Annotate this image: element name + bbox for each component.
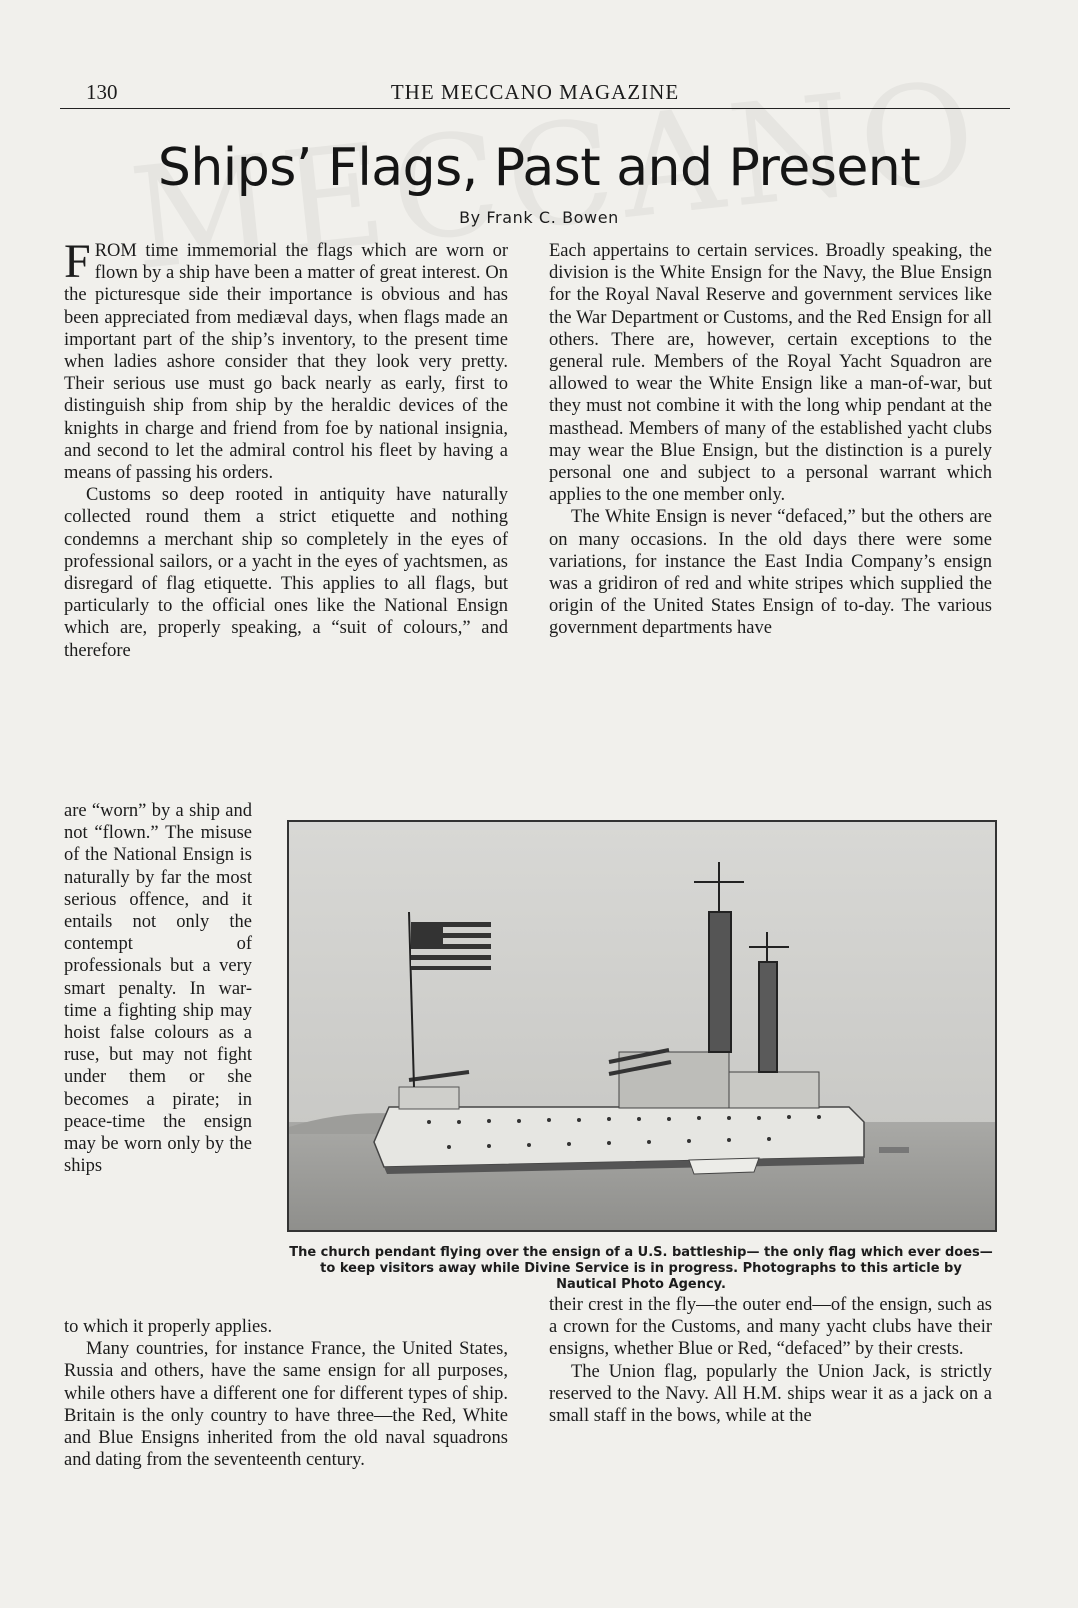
drop-cap: F [64, 235, 91, 288]
battleship-photo [287, 820, 997, 1232]
battleship-illustration [289, 822, 995, 1230]
paragraph-r2: The White Ensign is never “defaced,” but the others are on many occasions. In the old days there were some variations, for instance the East India Company’s ensign was a gridiron of red and white stripes which supplied the origin of the United States Ensign of to-day. The various government departments have [549, 507, 992, 639]
article-byline: By Frank C. Bowen [459, 208, 619, 227]
paragraph-2: Customs so deep rooted in antiquity have naturally collected round them a strict etiquette and nothing condemns a merchant ship so completely in the eyes of professional sailors, or a yacht in the eyes of yachtsmen, as disregard of flag etiquette. This applies to all flags, but particularly to the official ones like the National Ensign which are, properly speaking, a “suit of colours,” and therefore [64, 485, 508, 661]
right-column-upper [549, 240, 992, 640]
flag-icon [411, 922, 491, 970]
paragraph-r3: their crest in the fly—the outer end—of the ensign, such as a crown for the Customs, and many yacht clubs have their ensigns, whether Blue or Red, “defaced” by their crests. [549, 1295, 992, 1360]
paragraph-3: Many countries, for instance France, the United States, Russia and others, have the same ensign for all purposes, while others have a different one for different types of ship. Britain is the only country to have three—the Red, White and Blue Ensigns inherited from the old naval squadrons and dating from the seventeenth century. [64, 1339, 508, 1471]
article-title: Ships’ Flags, Past and Present [157, 138, 921, 198]
paragraph-2-end: to which it properly applies. [64, 1317, 273, 1337]
photo-caption: The church pendant flying over the ensign of a U.S. battleship— the only flag which ever does—to keep visitors away while Divine Service is in progress. Photographs to this article by Nautical Photo Agency. [289, 1245, 993, 1292]
paragraph-2-continued: are “worn” by a ship and not “flown.” The misuse of the National Ensign is naturally by far the most serious offence, and it entails not only the contempt of professionals but a very smart penalty. In war-time a fighting ship may hoist false colours as a ruse, but may not fight under them or she becomes a pirate; in peace-time the ensign may be worn only by the ships [64, 801, 252, 1177]
paragraph-1-text: ROM time immemorial the flags which are worn or flown by a ship have been a matter of great interest. On the picturesque side their importance is obvious and has been appreciated from mediæval days, when flags made an important part of the ship’s inventory, to the present time when ladies ashore consider that they look very pretty. Their serious use must go back nearly as early, first to distinguish ship from ship by the heraldic devices of the knights in charge and friend from foe by national insignia, and second to let the admiral control his fleet by having a means of passing his orders. [64, 241, 508, 484]
right-column-lower [549, 1294, 992, 1427]
left-column-upper [64, 235, 508, 662]
paragraph-1 [64, 235, 508, 484]
left-column-narrow [64, 800, 252, 1177]
magazine-title: THE MECCANO MAGAZINE [390, 80, 680, 104]
page-number: 130 [86, 80, 118, 104]
paragraph-r4: The Union flag, popularly the Union Jack, is strictly reserved to the Navy. All H.M. ships wear it as a jack on a small staff in the bows, while at the [549, 1361, 992, 1427]
left-column-lower [64, 1316, 508, 1471]
paragraph-r1: Each appertains to certain services. Broadly speaking, the division is the White Ensign for the Navy, the Blue Ensign for the Royal Naval Reserve and government services like the War Department or Customs, and the Red Ensign for all others. There are, however, certain exceptions to the general rule. Members of the Royal Yacht Squadron are allowed to wear the White Ensign like a man-of-war, but they must not combine it with the long whip pendant at the masthead. Members of many of the established yacht clubs may wear the Blue Ensign, but the distinction is a purely personal one and subject to a personal warrant which applies to the one member only. [549, 241, 992, 506]
running-header [60, 78, 1010, 109]
